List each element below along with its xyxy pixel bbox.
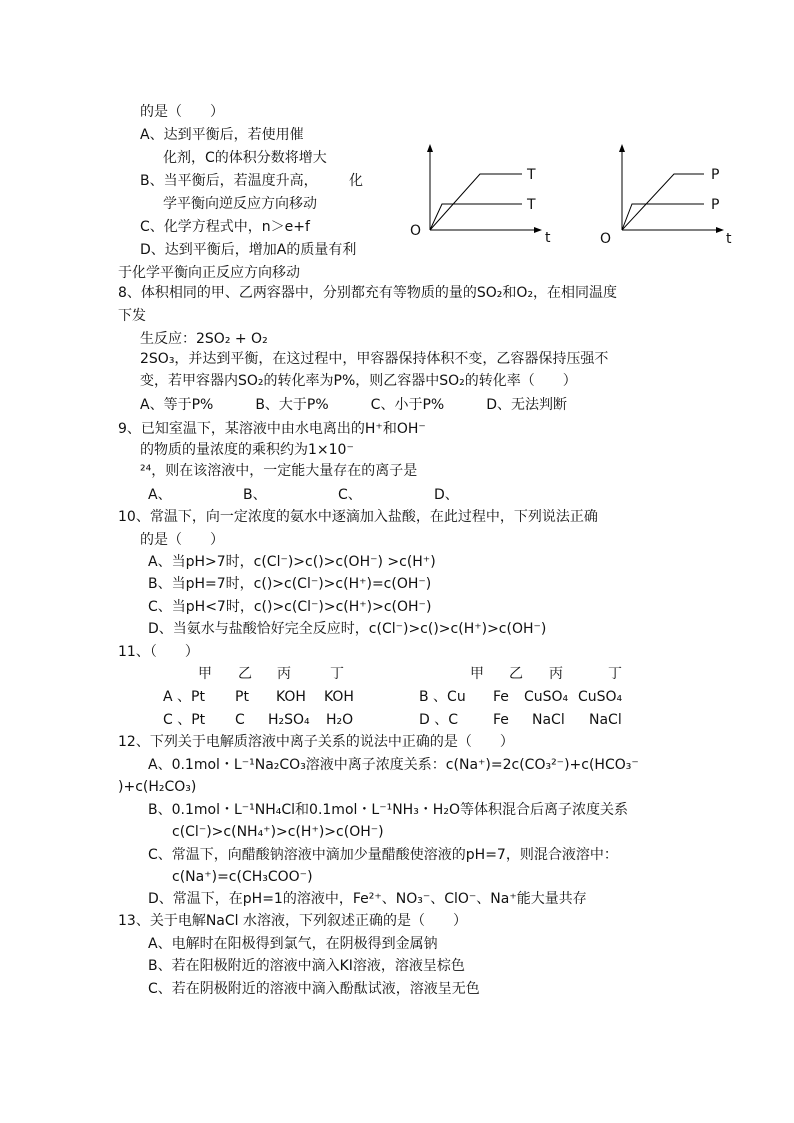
q11-row-a-col3: KOH	[276, 689, 306, 705]
q7-graph2-xlabel: t	[726, 231, 732, 247]
q7-stem-tail: 的是（ ）	[140, 104, 224, 120]
q7-graph1-top-label: T	[527, 167, 536, 183]
q7-option-b-line2: 学平衡向逆反应方向移动	[163, 196, 317, 212]
q11-row-b-col4: CuSO₄	[578, 689, 623, 705]
q11-stem: 11、（ ）	[118, 644, 199, 660]
q7-option-b-line1-end: 化	[349, 173, 363, 189]
q11-row-b-col3: CuSO₄	[524, 689, 569, 705]
q9-option-a: A、	[148, 487, 172, 503]
q8-stem-line1: 8、体积相同的甲、乙两容器中，分别都充有等物质的量的SO₂和O₂，在相同温度	[118, 285, 618, 301]
q10-option-a: A、当pH>7时，c(Cl⁻)>c()>c(OH⁻) >c(H⁺)	[148, 554, 436, 570]
q11-row-b-col1: B 、Cu	[419, 689, 466, 705]
q12-option-b-line2: c(Cl⁻)>c(NH₄⁺)>c(H⁺)>c(OH⁻)	[172, 824, 384, 840]
q11-row-d-col1: D 、C	[419, 712, 459, 728]
q7-option-d-line2: 于化学平衡向正反应方向移动	[118, 265, 300, 281]
q11-header-right-jia: 甲	[470, 666, 484, 682]
q11-header-left-yi: 乙	[238, 666, 252, 682]
q13-option-c: C、若在阴极附近的溶液中滴入酚酞试液，溶液呈无色	[148, 981, 480, 997]
q9-stem-line2: 的物质的量浓度的乘积约为1×10⁻	[140, 442, 354, 458]
q7-graph1-xlabel: t	[545, 230, 551, 246]
q8-options: A、等于P% B、大于P% C、小于P% D、无法判断	[140, 397, 567, 413]
q8-stem-line2: 下发	[118, 308, 146, 324]
q12-option-c-line2: c(Na⁺)=c(CH₃COO⁻)	[172, 869, 313, 885]
q12-option-a-line1: A、0.1mol・L⁻¹Na₂CO₃溶液中离子浓度关系：c(Na⁺)=2c(CO₃²⁻)+c(HCO₃⁻	[148, 757, 639, 773]
q11-header-left-bing: 丙	[277, 666, 291, 682]
q7-option-c: C、化学方程式中，n＞e+f	[140, 219, 310, 235]
q7-graph2-origin: O	[600, 231, 612, 247]
q8-stem-line5: 变，若甲容器内SO₂的转化率为P%，则乙容器中SO₂的转化率（ ）	[140, 373, 577, 389]
q7-option-a-line1: A、达到平衡后，若使用催	[140, 127, 304, 143]
q9-stem-line1: 9、已知室温下，某溶液中由水电离出的H⁺和OH⁻	[118, 421, 426, 437]
q12-option-d: D、常温下，在pH=1的溶液中，Fe²⁺、NO₃⁻、ClO⁻、Na⁺能大量共存	[148, 891, 587, 907]
q11-row-c-col2: C	[235, 712, 245, 728]
q13-option-a: A、电解时在阳极得到氯气，在阴极得到金属钠	[148, 936, 438, 952]
q13-option-b: B、若在阳极附近的溶液中滴入KI溶液，溶液呈棕色	[148, 958, 465, 974]
q11-header-left-jia: 甲	[198, 666, 212, 682]
q9-option-b: B、	[243, 487, 267, 503]
q11-row-b-col2: Fe	[493, 689, 509, 705]
q7-option-b-line1: B、当平衡后，若温度升高，	[140, 173, 318, 189]
q12-stem: 12、下列关于电解质溶液中离子关系的说法中正确的是（ ）	[118, 734, 514, 750]
q7-option-a-line2: 化剂，C的体积分数将增大	[163, 150, 327, 166]
q10-option-d: D、当氨水与盐酸恰好完全反应时，c(Cl⁻)>c()>c(H⁺)>c(OH⁻)	[148, 621, 547, 637]
q11-row-c-col4: H₂O	[326, 712, 354, 728]
q11-row-c-col1: C 、Pt	[163, 712, 206, 728]
q8-stem-line4: 2SO₃，并达到平衡，在这过程中，甲容器保持体积不变，乙容器保持压强不	[140, 351, 609, 367]
q11-row-d-col2: Fe	[493, 712, 509, 728]
q12-option-b-line1: B、0.1mol・L⁻¹NH₄Cl和0.1mol・L⁻¹NH₃・H₂O等体积混合后离子浓度关系	[148, 802, 628, 818]
q11-row-c-col3: H₂SO₄	[268, 712, 310, 728]
q11-row-a-col2: Pt	[235, 689, 249, 705]
q7-graph1-origin: O	[410, 223, 422, 239]
q11-row-a-col1: A 、Pt	[163, 689, 205, 705]
q7-graph1-bottom-label: T	[527, 197, 536, 213]
q10-option-b: B、当pH=7时，c()>c(Cl⁻)>c(H⁺)=c(OH⁻)	[148, 576, 432, 592]
q9-option-d: D、	[434, 487, 459, 503]
q7-graph-pressure	[592, 140, 762, 250]
q11-header-right-ding: 丁	[608, 666, 622, 682]
q10-option-c: C、当pH<7时，c()>c(Cl⁻)>c(H⁺)>c(OH⁻)	[148, 599, 432, 615]
q7-option-d-line1: D、达到平衡后，增加A的质量有利	[140, 242, 357, 258]
q13-stem: 13、关于电解NaCl 水溶液，下列叙述正确的是（ ）	[118, 913, 467, 929]
q9-option-c: C、	[338, 487, 362, 503]
q10-stem-line1: 10、常温下，向一定浓度的氨水中逐滴加入盐酸，在此过程中，下列说法正确	[118, 509, 598, 525]
q11-header-left-ding: 丁	[330, 666, 344, 682]
q12-option-a-line2: )+c(H₂CO₃)	[118, 779, 197, 795]
q11-header-right-bing: 丙	[549, 666, 563, 682]
q11-row-d-col3: NaCl	[532, 712, 565, 728]
q8-stem-line3: 生反应：2SO₂ + O₂	[140, 331, 268, 347]
q11-row-a-col4: KOH	[324, 689, 354, 705]
q11-row-d-col4: NaCl	[589, 712, 622, 728]
q7-graph2-top-label: P	[711, 167, 720, 183]
q12-option-c-line1: C、常温下，向醋酸钠溶液中滴加少量醋酸使溶液的pH=7，则混合液溶中：	[148, 847, 618, 863]
q9-stem-line3: ²⁴，则在该溶液中，一定能大量存在的离子是	[140, 463, 418, 479]
q11-header-right-yi: 乙	[509, 666, 523, 682]
q10-stem-line2: 的是（ ）	[140, 532, 224, 548]
q7-graph2-bottom-label: P	[711, 197, 720, 213]
